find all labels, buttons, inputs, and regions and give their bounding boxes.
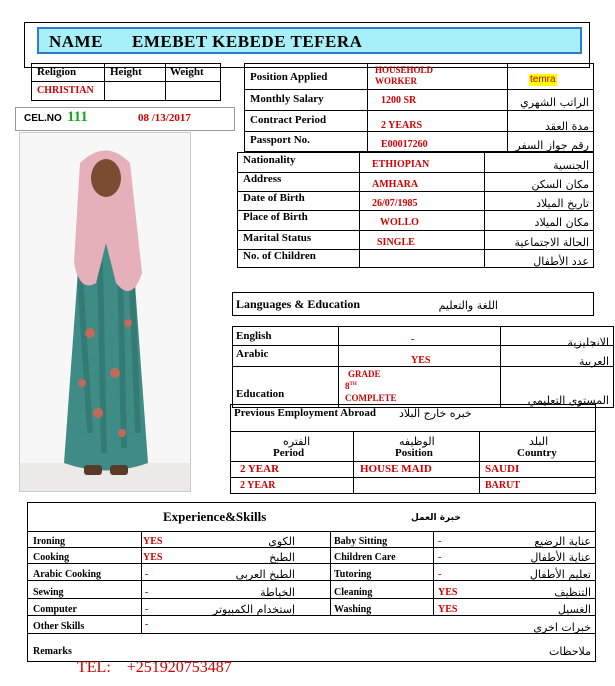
date-value: 08 /13/2017 — [138, 112, 191, 124]
arabic-value: YES — [411, 355, 431, 366]
position-header-ar: الوظيفه — [399, 435, 435, 448]
marital-status-value: SINGLE — [377, 237, 415, 248]
cel-row — [15, 107, 235, 131]
period-header-ar: الفتره — [283, 435, 311, 448]
skill-baby-sitting-ar: عناية الرضيع — [534, 535, 591, 548]
country-header-ar: البلد — [529, 435, 549, 448]
religion-header: Religion — [37, 66, 77, 78]
education-grade-suffix: TH — [349, 382, 357, 387]
skills-table — [27, 502, 596, 662]
name-value: EMEBET KEBEDE TEFERA — [132, 32, 363, 51]
skill-arabic-cooking-ar: الطبخ العربي — [235, 568, 295, 581]
dob-ar: تاريخ الميلاد — [536, 197, 589, 210]
dob-value: 26/07/1985 — [372, 198, 418, 209]
other-skills-ar: خبرات اخرى — [533, 621, 591, 634]
skill-children-care-ar: عناية الأطفال — [530, 551, 591, 564]
employment-table — [230, 404, 596, 494]
english-value: - — [411, 334, 415, 345]
cel-value: 111 — [67, 109, 88, 125]
nationality-value: ETHIOPIAN — [372, 159, 430, 170]
contract-period-ar: مدة العقد — [545, 120, 589, 133]
skill-children-care-value: - — [438, 552, 442, 563]
english-label: English — [236, 330, 272, 342]
remarks-ar: ملاحظات — [549, 645, 591, 658]
contract-period-label: Contract Period — [250, 114, 327, 126]
skill-baby-sitting-value: - — [438, 536, 442, 547]
employment-row1-country: SAUDI — [485, 463, 520, 475]
skill-computer-value: - — [145, 604, 149, 615]
skill-arabic-cooking-value: - — [145, 569, 149, 580]
arabic-label: Arabic — [236, 348, 269, 360]
skill-cooking-ar: الطبخ — [269, 551, 295, 564]
position-header: Position — [395, 447, 433, 459]
skill-cleaning-value: YES — [438, 587, 458, 598]
education-value-line2 — [345, 380, 357, 391]
employment-row2-period: 2 YEAR — [240, 480, 276, 491]
nationality-label: Nationality — [243, 154, 296, 166]
skill-children-care-label: Children Care — [334, 552, 396, 563]
address-value: AMHARA — [372, 179, 419, 190]
applicant-photo — [19, 132, 191, 492]
person-figure-icon — [20, 133, 191, 492]
country-header: Country — [517, 447, 557, 459]
skill-tutoring-value: - — [438, 569, 442, 580]
arabic-ar: العربية — [578, 355, 609, 368]
dob-label: Date of Birth — [243, 192, 305, 204]
marital-status-label: Marital Status — [243, 232, 312, 244]
height-header: Height — [110, 66, 142, 78]
skill-cleaning-label: Cleaning — [334, 587, 373, 598]
skill-cooking-label: Cooking — [33, 552, 70, 563]
skill-arabic-cooking-label: Arabic Cooking — [33, 569, 102, 580]
nationality-ar: الجنسية — [553, 159, 589, 172]
physical-table — [31, 63, 221, 101]
contract-period-value: 2 YEARS — [381, 120, 423, 131]
education-value-line1: GRADE — [348, 369, 381, 379]
other-skills-label: Other Skills — [33, 621, 85, 632]
passport-ar: رقم جواز السفر — [515, 139, 589, 152]
languages-table — [232, 326, 614, 408]
weight-header: Weight — [170, 66, 204, 78]
skills-title-ar: خبرة العمل — [411, 513, 461, 523]
skill-sewing-ar: الخياطة — [260, 586, 295, 599]
address-ar: مكان السكن — [531, 178, 589, 191]
period-header: Period — [273, 447, 305, 459]
skill-computer-label: Computer — [33, 604, 77, 615]
employment-title-ar: خبره خارج البلاد — [399, 407, 472, 420]
skill-tutoring-label: Tutoring — [334, 569, 372, 580]
skill-ironing-ar: الكوي — [268, 535, 295, 548]
children-ar: عدد الأطفال — [533, 255, 589, 268]
languages-title: Languages & Education — [236, 297, 361, 311]
languages-title-ar: اللغة والتعليم — [438, 299, 498, 312]
employment-title: Previous Employment Abroad — [234, 407, 376, 419]
skill-cooking-value: YES — [143, 552, 163, 563]
monthly-salary-ar: الراتب الشهري — [520, 96, 589, 109]
skill-washing-value: YES — [438, 604, 458, 615]
monthly-salary-label: Monthly Salary — [250, 93, 324, 105]
pob-value: WOLLO — [380, 217, 419, 228]
monthly-salary-value: 1200 SR — [381, 95, 417, 106]
passport-label: Passport No. — [250, 134, 310, 146]
employment-row1-period: 2 YEAR — [240, 463, 280, 475]
skill-washing-label: Washing — [334, 604, 372, 615]
address-label: Address — [243, 173, 282, 185]
employment-row1-position: HOUSE MAID — [360, 463, 432, 475]
name-banner — [37, 27, 582, 54]
remarks-label: Remarks — [33, 646, 72, 657]
passport-value: E00017260 — [381, 139, 428, 150]
languages-title-row — [232, 292, 594, 316]
footer-telephone: TEL: +251920753487 — [77, 659, 232, 676]
pob-label: Place of Birth — [243, 211, 308, 223]
position-extra-value: temra — [530, 74, 556, 85]
marital-status-ar: الحالة الاجتماعية — [514, 236, 589, 249]
skill-sewing-value: - — [145, 587, 149, 598]
position-applied-value: HOUSEHOLD WORKER — [375, 65, 434, 86]
skill-baby-sitting-label: Baby Sitting — [334, 536, 388, 547]
cel-label: CEL.NO — [24, 113, 62, 124]
skills-title: Experience&Skills — [163, 509, 267, 524]
pob-ar: مكان الميلاد — [534, 216, 589, 229]
education-grade-number: 8 — [345, 381, 350, 391]
education-value-line3: COMPLETE — [345, 393, 397, 403]
skill-tutoring-ar: تعليم الأطفال — [529, 568, 591, 581]
skill-cleaning-ar: التنظيف — [554, 586, 591, 599]
personal-table — [237, 152, 594, 268]
english-ar: الانجليزية — [567, 336, 609, 349]
education-label: Education — [236, 388, 285, 400]
children-label: No. of Children — [243, 250, 316, 262]
skill-computer-ar: إستخدام الكمبيوتر — [212, 603, 295, 616]
name-label: NAME — [49, 32, 103, 51]
religion-value: CHRISTIAN — [37, 85, 94, 96]
employment-row2-country: BARUT — [485, 480, 521, 491]
skill-washing-ar: الغسيل — [557, 603, 591, 616]
other-skills-value: - — [145, 619, 149, 630]
position-table — [244, 63, 594, 152]
position-applied-label: Position Applied — [250, 71, 328, 83]
education-ar: المستوى التعليمي — [527, 394, 609, 407]
skill-ironing-label: Ironing — [33, 536, 66, 547]
skill-sewing-label: Sewing — [33, 587, 64, 598]
skill-ironing-value: YES — [143, 536, 163, 547]
